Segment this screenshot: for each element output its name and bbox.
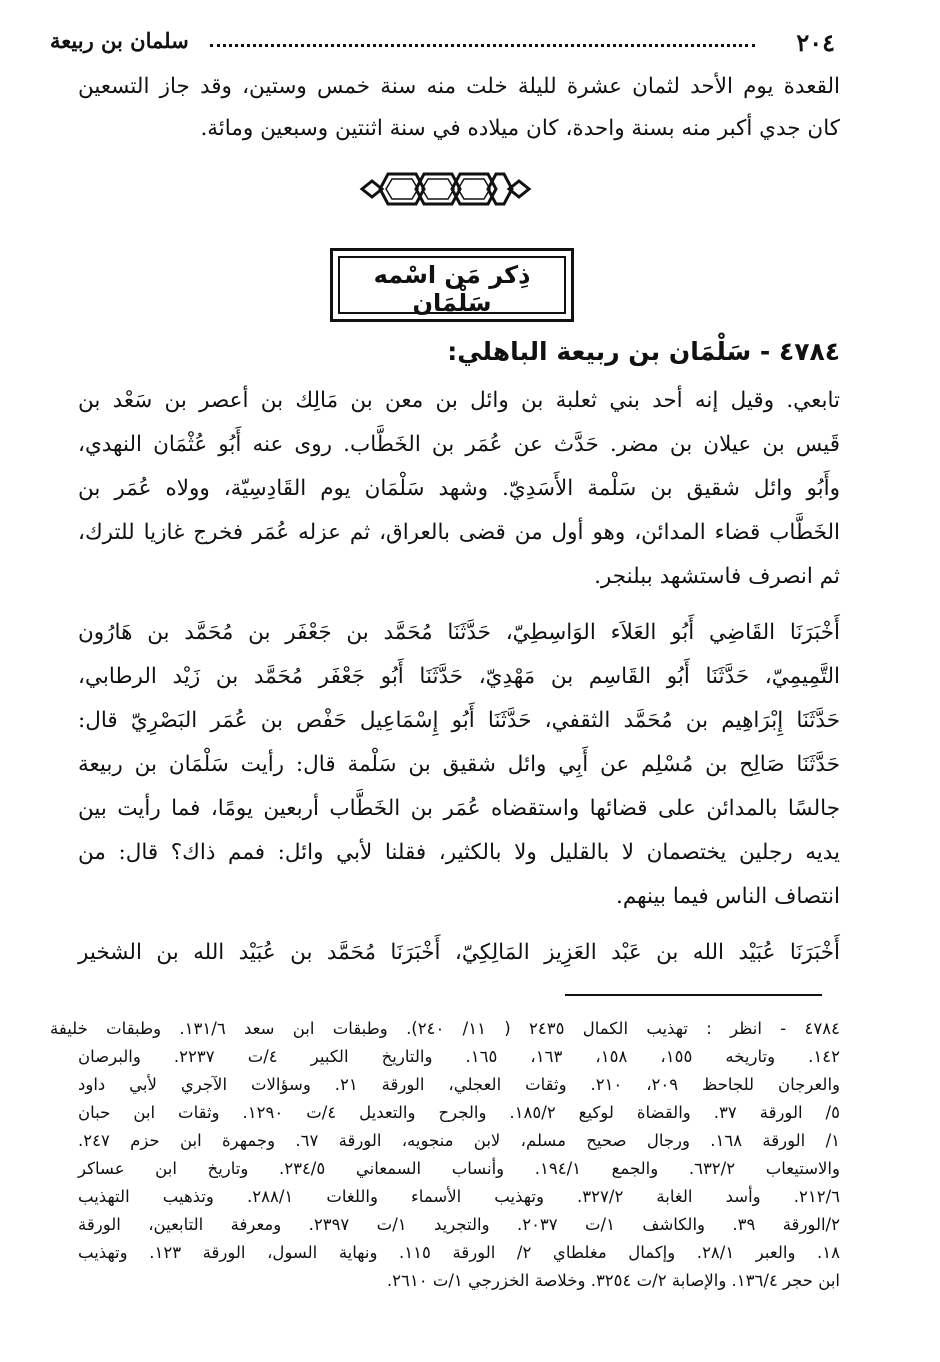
running-head [50, 22, 835, 62]
text-line: وأَبُو وائل شقيق بن سَلْمة الأَسَدِيّ. وشهد سَلْمَان يوم القَادِسِيّة، وولاه عُمَر بن [78, 476, 840, 501]
section-heading-frame [330, 248, 574, 322]
footnote-line: ٢/الورقة ٣٩. والكاشف ١/ت ٢٠٣٧. والتجريد ١/ت ٢٣٩٧. ومعرفة التابعين، الورقة [78, 1215, 840, 1234]
text-line: أَخْبَرَنَا القَاضِي أَبُو العَلاَء الوَاسِطِيّ، حَدَّثَنَا مُحَمَّد بن جَعْفَر بن مُحَمَّد بن هَارُون [78, 620, 840, 645]
entry-title: ٤٧٨٤ - سَلْمَان بن ربيعة الباهلي: [447, 337, 840, 366]
footnote-line: ٢١٢/٦. وأسد الغابة ٣٢٧/٢. وتهذيب الأسماء واللغات ٢٨٨/١. وتذهيب التهذيب [78, 1187, 840, 1206]
footnote-line: والاستيعاب ٦٣٢/٢. والجمع ١٩٤/١. وأنساب السمعاني ٢٣٤/٥. وتاريخ ابن عساكر [78, 1159, 840, 1178]
text-line: كان جدي أكبر منه بسنة واحدة، كان ميلاده في سنة اثنتين وسبعين ومائة. [200, 116, 840, 141]
footnote-line: والعرجان للجاحظ ٢٠٩، ٢١٠. وثقات العجلي، الورقة ٢١. وسؤالات الآجري لأبي داود [78, 1075, 840, 1094]
footnote-line: ٥/ الورقة ٣٧. والقضاة لوكيع ١٨٥/٢. والجرح والتعديل ٤/ت ١٢٩٠. وثقات ابن حبان [78, 1103, 840, 1122]
running-title: سلمان بن ربيعة [50, 28, 189, 53]
footnote-line: ٤٧٨٤ - انظر : تهذيب الكمال ٢٤٣٥ ( ١١/ ٢٤٠). وطبقات ابن سعد ١٣١/٦. وطبقات خليفة [50, 1019, 840, 1038]
text-line: الخَطَّاب قضاء المدائن، وهو أول من قضى بالعراق، ثم عزله عُمَر فخرج غازيا للترك، [78, 520, 840, 545]
footnote-line: ابن حجر ١٣٦/٤. والإصابة ٢/ت ٣٢٥٤. وخلاصة الخزرجي ١/ت ٢٦١٠. [386, 1271, 840, 1290]
text-line: حَدَّثَنَا صَالِح بن مُسْلِم عن أَبِي وائل شقيق بن سَلْمة قال: رأيت سَلْمَان بن ربيعة [78, 752, 840, 777]
text-line: انتصاف الناس فيما بينهم. [616, 884, 840, 909]
footnote-rule [565, 994, 822, 996]
text-line: ثم انصرف فاستشهد ببلنجر. [594, 564, 840, 589]
footnote-line: ١٤٢. وتاريخه ١٥٥، ١٥٨، ١٦٣، ١٦٥. والتاريخ الكبير ٤/ت ٢٢٣٧. والبرصان [78, 1047, 840, 1066]
text-line: جالسًا بالمدائن على قضائها واستقضاه عُمَر بن الخَطَّاب أربعين يومًا، فما رأيت بين [78, 796, 840, 821]
ornament-divider [358, 168, 533, 210]
text-line: حَدَّثَنَا إِبْرَاهِيم بن مُحَمَّد الثقفي، حَدَّثَنَا أَبُو إِسْمَاعِيل حَفْص بن عُمَر البَصْرِيّ قال: [78, 708, 840, 733]
text-line: القعدة يوم الأحد لثمان عشرة لليلة خلت منه سنة خمس وستين، وقد جاز التسعين [78, 74, 840, 99]
page-number: ٢٠٤ [796, 28, 835, 57]
footnote-line: ١٨. والعبر ٢٨/١. وإكمال مغلطاي ٢/ الورقة ١١٥. ونهاية السول، الورقة ١٢٣. وتهذيب [78, 1243, 840, 1262]
text-line: قَيس بن عيلان بن مضر. حَدَّث عن عُمَر بن الخَطَّاب. روى عنه أَبُو عُثْمَان النهدي، [78, 432, 840, 457]
text-line: أَخْبَرَنَا عُبَيْد الله بن عَبْد العَزِيز المَالِكِيّ، أَخْبَرَنَا مُحَمَّد بن عُبَيْد الله بن الشخير [78, 940, 840, 965]
footnote-line: ١/ الورقة ١٦٨. ورجال صحيح مسلم، لابن منجويه، الورقة ٦٧. وجمهرة ابن حزم ٢٤٧. [78, 1131, 840, 1150]
leader-dots [210, 44, 755, 47]
section-heading: ذِكر مَن اسْمه سَلْمَان [373, 261, 531, 317]
text-line: التَّمِيمِيّ، حَدَّثَنَا أَبُو القَاسِم بن مَهْدِيّ، حَدَّثَنَا أَبُو جَعْفَر مُحَمَّد بن زَيْد الرطابي، [78, 664, 840, 689]
text-line: تابعي. وقيل إنه أحد بني ثعلبة بن وائل بن معن بن مَالِك بن أعصر بن سَعْد بن [78, 388, 840, 413]
text-line: يديه رجلين يختصمان لا بالقليل ولا بالكثير، فقلنا لأبي وائل: فمم ذاك؟ قال: من [78, 840, 840, 865]
